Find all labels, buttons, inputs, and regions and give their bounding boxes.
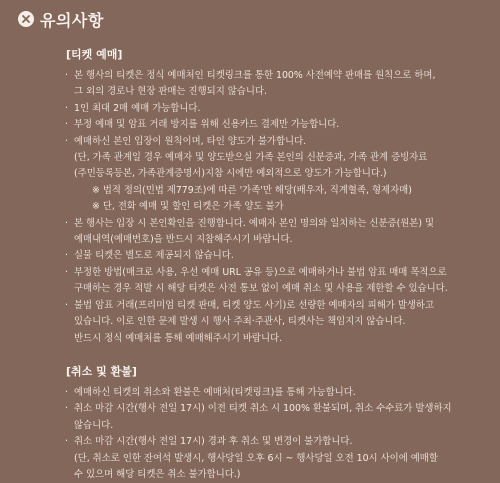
list-item: [64, 134, 486, 216]
note-line: · 실물 티켓은 별도로 제공되지 않습니다.: [74, 250, 234, 262]
note-line: (단, 가족 관계일 경우 예매자 및 양도받으실 가족 본인의 신분증과, 가족 관계 증빙자료: [74, 152, 428, 164]
note-line: (단, 취소로 인한 잔여석 발생시, 행사당일 오후 6시 ~ 행사당일 오전 10시 사이에 예매할: [74, 452, 438, 464]
page-title: 유의사항: [40, 10, 104, 30]
notice-header: [18, 6, 486, 32]
list-item: [64, 68, 486, 101]
note-line: · 예매하신 티켓의 취소와 환불은 예매처(티켓링크)를 통해 가능합니다.: [74, 386, 356, 398]
list-item: [64, 216, 486, 249]
list-item: [64, 101, 486, 117]
note-line: · 1인 최대 2매 예매 가능합니다.: [74, 102, 201, 114]
note-line: · 취소 마감 시간(행사 전일 17시) 경과 후 취소 및 변경이 불가합니다.: [74, 436, 353, 448]
note-line: · 부정한 방법(매크로 사용, 우선 예매 URL 공유 등)으로 예매하거나 불법 암표 매매 목적으로: [74, 266, 447, 278]
note-line: (주민등록등본, 가족관계증명서)지참 시에만 예외적으로 양도가 가능합니다.): [74, 168, 387, 180]
note-line: 예매내역(예매번호)을 반드시 지참해주시기 바랍니다.: [74, 234, 293, 246]
list-item: [64, 385, 486, 401]
note-star-line: ※ 단, 전화 예매 및 할인 티켓은 가족 양도 불가: [92, 201, 284, 213]
list-item: [64, 434, 486, 483]
note-line: · 부정 예매 및 암표 거래 방지를 위해 신용카드 결제만 가능합니다.: [74, 119, 340, 131]
note-line: 수 있으며 해당 티켓은 취소 불가합니다.): [74, 468, 241, 480]
note-line: · 예매하신 본인 입장이 원칙이며, 타인 양도가 불가합니다.: [74, 135, 307, 147]
ticket-notes-list: [14, 68, 486, 347]
note-line: 있습니다. 이로 인한 문제 발생 시 행사 주최·주관사, 티켓사는 책임지지 않습니다.: [74, 316, 406, 328]
note-line: 반드시 정식 예매처를 통해 예매해주시기 바랍니다.: [74, 332, 283, 344]
note-line: 구매하는 경우 적발 시 해당 티켓은 사전 통보 없이 예매 취소 및 사용을 제한할 수 있습니다.: [74, 283, 448, 295]
refund-notes-list: [14, 385, 486, 483]
note-line: · 본 행사는 입장 시 본인확인을 진행합니다. 예매자 본인 명의와 일치하는 신분증(원본) 및: [74, 217, 435, 229]
close-x-icon: [18, 11, 34, 27]
list-item: [64, 265, 486, 298]
list-item: [64, 248, 486, 264]
note-star-line: ※ 법적 정의(민법 제779조)에 따른 '가족'만 해당(배우자, 직계혈족, 형제자매): [92, 184, 412, 196]
section-title-refund: [취소 및 환불]: [66, 364, 137, 378]
list-item: [64, 401, 486, 434]
note-line: · 불법 암표 거래(프리미엄 티켓 판매, 티켓 양도 사기)로 선량한 예매자의 피해가 발생하고: [74, 299, 435, 311]
list-item: [64, 298, 486, 347]
note-line: 그 외의 경로나 현장 판매는 진행되지 않습니다.: [74, 86, 267, 98]
note-line: · 본 행사의 티켓은 정식 예매처인 티켓링크를 통한 100% 사전예약 판매를 원칙으로 하며,: [74, 70, 436, 81]
section-title-ticket: [티켓 예매]: [66, 48, 123, 61]
list-item: [64, 117, 486, 133]
note-line: · 취소 마감 시간(행사 전일 17시) 이전 티켓 취소 시 100% 환불되며, 취소 수수료가 발생하지: [74, 403, 452, 415]
note-line: 않습니다.: [74, 419, 114, 431]
